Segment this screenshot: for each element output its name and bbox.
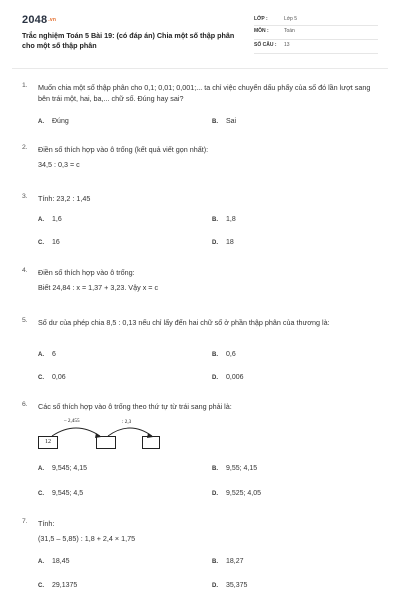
question-number: 6. bbox=[22, 401, 28, 408]
question-expression: Biết 24,84 : x = 1,37 + 3,23. Vậy x = c bbox=[38, 283, 159, 292]
option-letter: A. bbox=[38, 466, 44, 472]
question-2 bbox=[22, 144, 382, 174]
option-letter: D. bbox=[212, 491, 218, 497]
option-text: 18,45 bbox=[52, 558, 70, 565]
option-letter: B. bbox=[212, 466, 218, 472]
blank-box-1[interactable] bbox=[96, 436, 116, 449]
option-d[interactable] bbox=[212, 239, 234, 246]
question-expression: (31,5 – 5,85) : 1,8 + 2,4 × 1,75 bbox=[38, 534, 136, 543]
logo-text: 2048 bbox=[22, 14, 48, 26]
option-letter: B. bbox=[212, 217, 218, 223]
page-title: Trắc nghiệm Toán 5 Bài 19: (có đáp án) Chia một số thập phân cho một số thập phân bbox=[22, 31, 235, 50]
question-expression: 34,5 : 0,3 = c bbox=[38, 160, 80, 169]
option-letter: D. bbox=[212, 583, 218, 589]
option-letter: A. bbox=[38, 352, 44, 358]
question-5 bbox=[22, 317, 382, 387]
option-letter: A. bbox=[38, 217, 44, 223]
meta-row-grade bbox=[254, 14, 378, 26]
logo-suffix: .vn bbox=[48, 17, 57, 24]
operation-diagram bbox=[38, 418, 178, 458]
meta-row-count bbox=[254, 40, 378, 54]
meta-value: Lớp 5 bbox=[284, 16, 298, 22]
question-text: Điền số thích hợp vào ô trống (kết quả viết gọn nhất): bbox=[38, 145, 209, 154]
question-7 bbox=[22, 518, 382, 598]
meta-label: MÔN : bbox=[254, 28, 269, 34]
question-1 bbox=[22, 82, 382, 132]
option-a[interactable] bbox=[38, 558, 70, 565]
option-letter: C. bbox=[38, 375, 44, 381]
option-d[interactable] bbox=[212, 490, 261, 497]
question-text: Tính: 23,2 : 1,45 bbox=[38, 194, 91, 203]
option-text: 29,1375 bbox=[52, 582, 78, 589]
meta-info bbox=[254, 14, 378, 54]
question-number: 5. bbox=[22, 317, 28, 324]
option-c[interactable] bbox=[38, 582, 77, 589]
option-letter: C. bbox=[38, 583, 44, 589]
question-number: 2. bbox=[22, 144, 28, 151]
option-text: 6 bbox=[52, 351, 56, 358]
option-text: 0,6 bbox=[226, 351, 236, 358]
site-logo[interactable] bbox=[22, 14, 56, 26]
option-a[interactable] bbox=[38, 351, 56, 358]
option-d[interactable] bbox=[212, 582, 247, 589]
option-text: 35,375 bbox=[226, 582, 248, 589]
option-letter: A. bbox=[38, 559, 44, 565]
option-text: 1,6 bbox=[52, 216, 62, 223]
question-number: 3. bbox=[22, 193, 28, 200]
meta-label: SỐ CÂU : bbox=[254, 42, 277, 48]
option-text: 0,006 bbox=[226, 374, 244, 381]
option-b[interactable] bbox=[212, 351, 236, 358]
question-3 bbox=[22, 193, 382, 253]
option-letter: B. bbox=[212, 119, 218, 125]
meta-row-subject bbox=[254, 26, 378, 40]
option-letter: B. bbox=[212, 352, 218, 358]
meta-value: Toán bbox=[284, 28, 295, 34]
option-a[interactable] bbox=[38, 118, 69, 125]
option-c[interactable] bbox=[38, 490, 83, 497]
option-letter: A. bbox=[38, 119, 44, 125]
operation-label-1: – 2,455 bbox=[64, 418, 80, 424]
divider bbox=[12, 68, 388, 69]
option-letter: D. bbox=[212, 240, 218, 246]
question-4 bbox=[22, 267, 382, 297]
question-text: Điền số thích hợp vào ô trống: bbox=[38, 268, 135, 277]
option-a[interactable] bbox=[38, 465, 87, 472]
option-text: 9,545; 4,5 bbox=[52, 490, 84, 497]
blank-box-2[interactable] bbox=[142, 436, 160, 449]
option-letter: C. bbox=[38, 240, 44, 246]
option-text: 9,525; 4,05 bbox=[226, 490, 262, 497]
option-b[interactable] bbox=[212, 216, 236, 223]
meta-value: 13 bbox=[284, 42, 290, 48]
option-letter: C. bbox=[38, 491, 44, 497]
question-text: Muốn chia một số thập phân cho 0,1; 0,01; 0,001;... ta chỉ việc chuyển dấu phẩy của số đó lần lượt sang bên trái một, hai, ba,... chữ số. Đúng hay sai? bbox=[38, 83, 371, 103]
option-letter: B. bbox=[212, 559, 218, 565]
question-number: 7. bbox=[22, 518, 28, 525]
meta-label: LỚP : bbox=[254, 16, 268, 22]
option-c[interactable] bbox=[38, 374, 66, 381]
option-b[interactable] bbox=[212, 118, 236, 125]
option-b[interactable] bbox=[212, 558, 244, 565]
start-value-box: 12 bbox=[38, 436, 58, 449]
question-text: Tính: bbox=[38, 519, 55, 528]
question-text: Các số thích hợp vào ô trống theo thứ tự từ trái sang phải là: bbox=[38, 402, 232, 411]
arrow-arc-2 bbox=[108, 428, 152, 436]
option-text: 1,8 bbox=[226, 216, 236, 223]
option-text: 18,27 bbox=[226, 558, 244, 565]
option-text: 9,545; 4,15 bbox=[52, 465, 88, 472]
option-b[interactable] bbox=[212, 465, 257, 472]
option-text: 9,55; 4,15 bbox=[226, 465, 258, 472]
option-d[interactable] bbox=[212, 374, 244, 381]
option-text: 0,06 bbox=[52, 374, 66, 381]
arrow-arc-1 bbox=[52, 428, 100, 436]
option-text: 16 bbox=[52, 239, 60, 246]
option-text: Đúng bbox=[52, 118, 69, 125]
option-c[interactable] bbox=[38, 239, 60, 246]
question-number: 1. bbox=[22, 82, 28, 89]
option-a[interactable] bbox=[38, 216, 62, 223]
option-text: 18 bbox=[226, 239, 234, 246]
option-letter: D. bbox=[212, 375, 218, 381]
question-text: Số dư của phép chia 8,5 : 0,13 nếu chỉ lấy đến hai chữ số ở phần thập phân của thương là: bbox=[38, 318, 330, 327]
option-text: Sai bbox=[226, 118, 237, 125]
header bbox=[0, 0, 400, 70]
question-number: 4. bbox=[22, 267, 28, 274]
operation-label-2: : 2,3 bbox=[122, 419, 132, 425]
